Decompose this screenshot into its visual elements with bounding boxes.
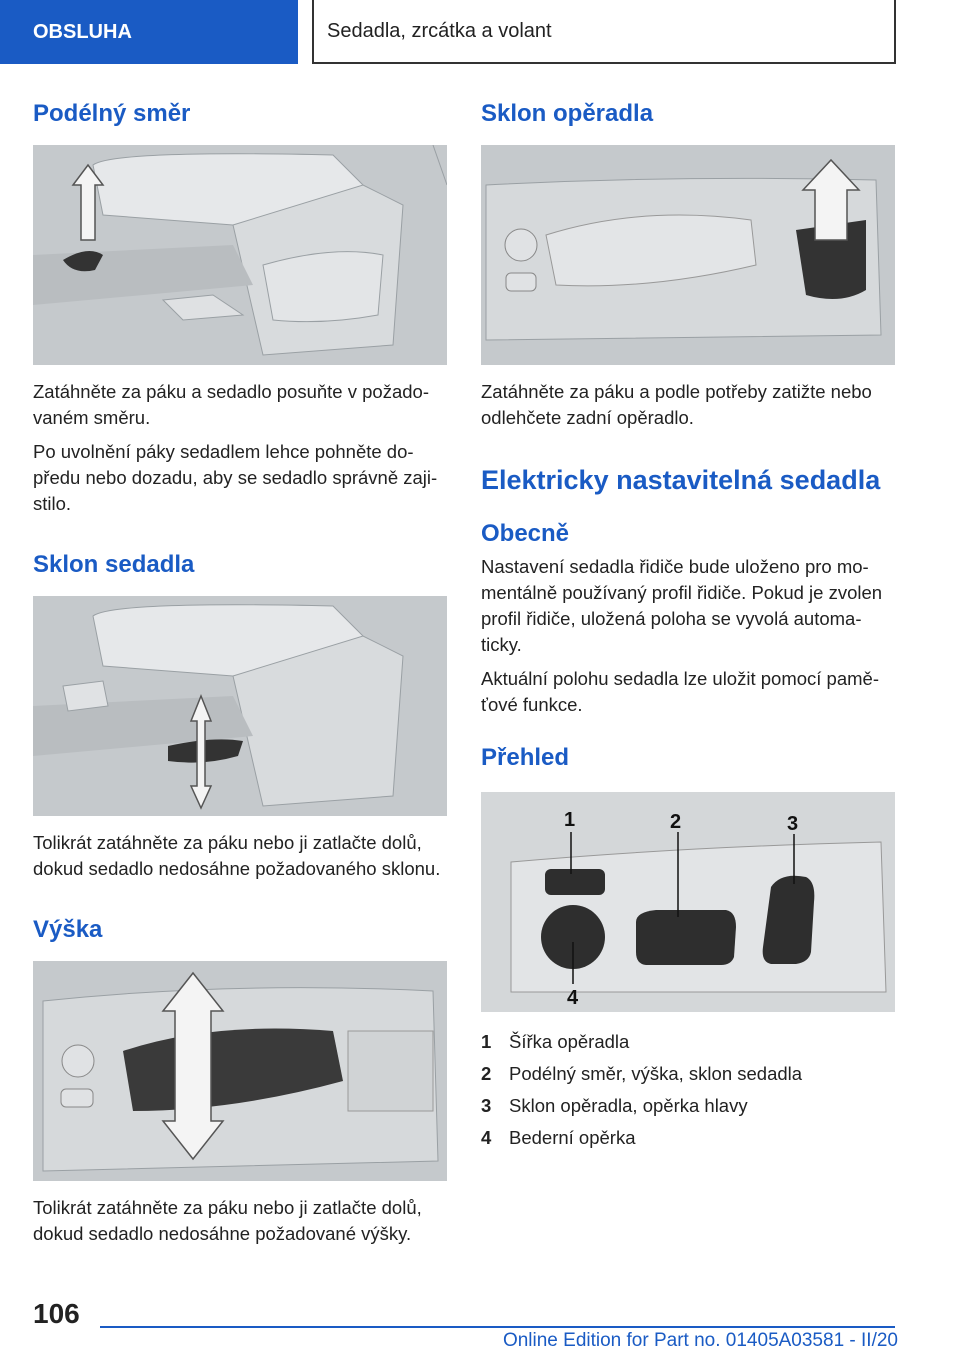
right-column [481, 100, 895, 1154]
control-seat [636, 910, 736, 965]
heading-prehled: Přehled [481, 744, 570, 771]
paragraph: Tolikrát zatáhněte za páku nebo ji zatlačte dolů, dokud sedadlo nedosáhne požadovaného sklonu. [33, 832, 441, 879]
callout-3: 3 [787, 813, 799, 835]
seat-height-image [33, 961, 447, 1181]
footer-divider [100, 1326, 895, 1328]
heading-sklon-operadla: Sklon opěradla [481, 100, 654, 127]
paragraph: Nastavení sedadla řidiče bude uloženo pro mo-mentálně používaný profil řidiče. Pokud je zvolen profil řidiče, uložená poloha se vyvolá automa-ticky. [481, 556, 883, 655]
chapter-title: Sedadla, zrcátka a volant [312, 0, 896, 64]
callout-4: 4 [567, 987, 579, 1009]
callout-2: 2 [670, 811, 682, 833]
legend-text: Šířka opěradla [509, 1031, 630, 1052]
legend-text: Sklon opěradla, opěrka hlavy [509, 1095, 748, 1116]
callout-1: 1 [564, 809, 576, 831]
legend-item [481, 1090, 895, 1122]
paragraph: Zatáhněte za páku a podle potřeby zatižte nebo odlehčete zadní opěradlo. [481, 381, 872, 428]
legend-number: 4 [481, 1127, 492, 1148]
paragraph: Tolikrát zatáhněte za páku nebo ji zatlačte dolů, dokud sedadlo nedosáhne požadované výšky. [33, 1197, 422, 1244]
edition-text: Online Edition for Part no. 01405A03581 - II/20 [502, 1330, 898, 1351]
legend-list [481, 1026, 895, 1154]
heading-obecne: Obecně [481, 520, 570, 547]
legend-number: 1 [481, 1031, 492, 1052]
heading-podelny-smer: Podélný směr [33, 100, 191, 127]
legend-text: Podélný směr, výška, sklon sedadla [509, 1063, 803, 1084]
control-backrest-width [545, 869, 605, 895]
seat-tilt-image [33, 596, 447, 816]
paragraph: Po uvolnění páky sedadlem lehce pohněte do-předu nebo dozadu, aby se sedadlo správně zaji-stilo. [33, 441, 438, 514]
seat-controls-overview-image [481, 792, 895, 1012]
section-tab: OBSLUHA [0, 0, 298, 64]
legend-item [481, 1122, 895, 1154]
seat-longitudinal-image [33, 145, 447, 365]
heading-vyska: Výška [33, 916, 103, 943]
backrest-tilt-image [481, 145, 895, 365]
paragraph: Zatáhněte za páku a sedadlo posuňte v požado-vaném směru. [33, 381, 429, 428]
page-number: 106 [33, 1298, 80, 1329]
left-column [33, 100, 447, 1247]
heading-sklon-sedadla: Sklon sedadla [33, 551, 195, 578]
legend-number: 2 [481, 1063, 492, 1084]
legend-item [481, 1058, 895, 1090]
heading-electric-seats: Elektricky nastavitelná sedadla [481, 465, 881, 495]
paragraph: Aktuální polohu sedadla lze uložit pomocí pamě-ťové funkce. [481, 668, 879, 715]
legend-item [481, 1026, 895, 1058]
legend-text: Bederní opěrka [509, 1127, 636, 1148]
legend-number: 3 [481, 1095, 492, 1116]
